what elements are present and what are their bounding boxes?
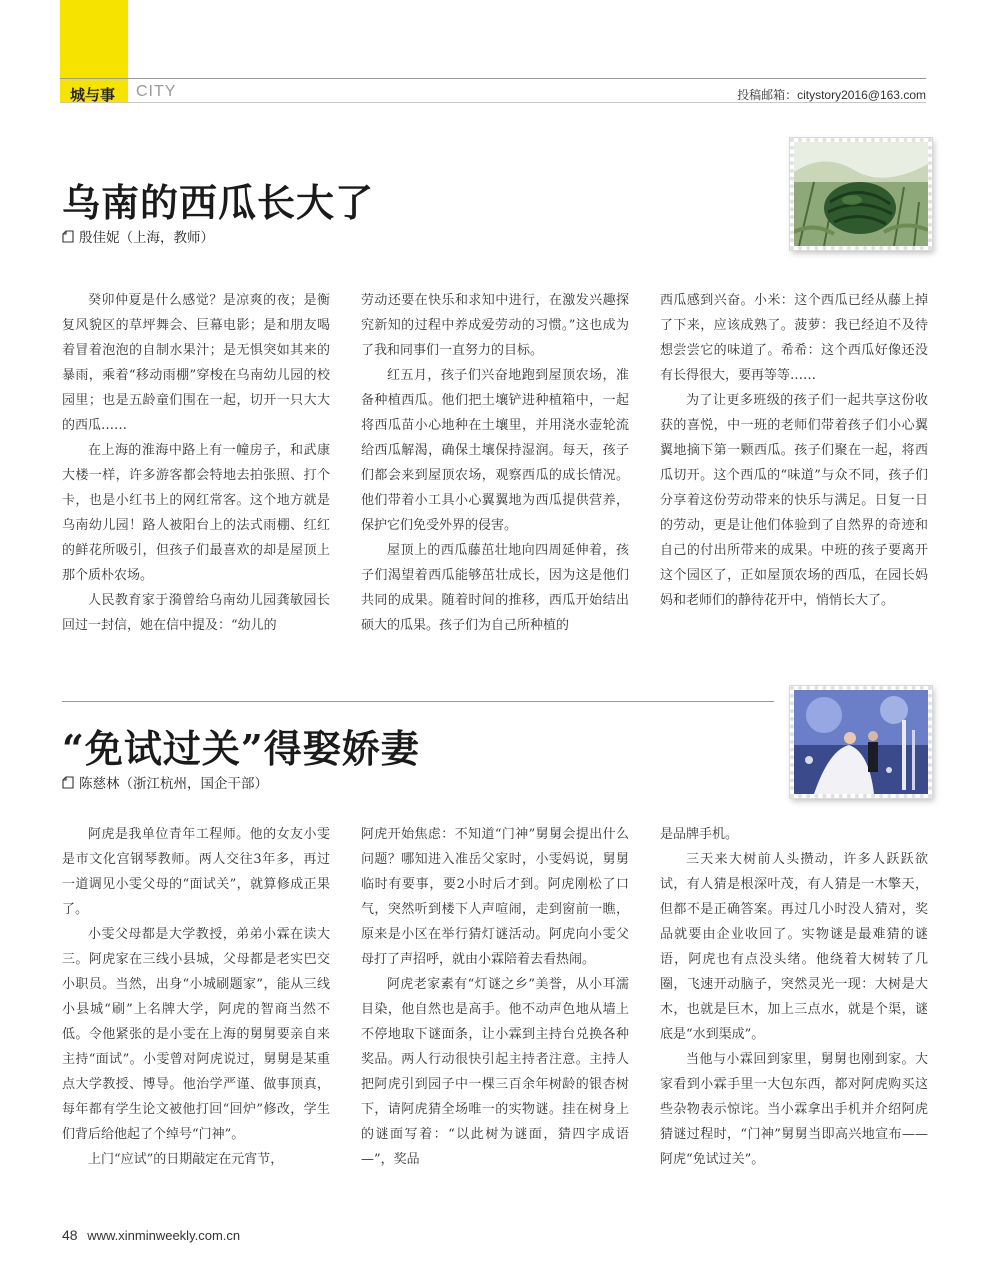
watermelon-photo-icon bbox=[794, 142, 928, 246]
paragraph: 上门“应试”的日期敲定在元宵节， bbox=[88, 1152, 284, 1167]
paragraph: 阿虎开始焦虑：不知道“门神”舅舅会提出什么问题？哪知进入准岳父家时，小雯妈说，舅舅临时有要事，要2小时后才到。阿虎刚松了口气，突然听到楼下人声喧闹，走到窗前一瞧，原来是小区在举行猜灯谜活动。阿虎向小雯父母打了声招呼，就由小霖陪着去看热闹。 bbox=[361, 827, 629, 967]
article-divider bbox=[62, 701, 774, 702]
wedding-photo-stamp bbox=[790, 686, 932, 798]
paragraph: 阿虎是我单位青年工程师。他的女友小雯是市文化宫钢琴教师。两人交往3年多，再过一道调见小雯父母的“面试关”，就算修成正果了。 bbox=[62, 827, 330, 917]
section-label-en: CITY bbox=[136, 83, 177, 100]
article1-column-2 bbox=[361, 288, 629, 638]
author-pen-icon bbox=[62, 230, 74, 243]
header-top-rule bbox=[60, 78, 926, 79]
paragraph: 小雯父母都是大学教授，弟弟小霖在读大三。阿虎家在三线小县城，父母都是老实巴交小职员。当然，出身“小城刷题家”，能从三线小县城“刷”上名牌大学，阿虎的智商当然不低。令他紧张的是小雯在上海的舅舅要亲自来主持“面试”。小雯曾对阿虎说过，舅舅是某重点大学教授、博导。他治学严谨、做事顶真，每年都有学生论文被他打回“回炉”修改，学生们背后给他起了个绰号“门神”。 bbox=[62, 927, 330, 1142]
author-name: 殷佳妮（上海，教师） bbox=[79, 230, 214, 246]
wedding-photo-icon bbox=[794, 690, 928, 794]
article-byline bbox=[62, 226, 214, 246]
paragraph: 癸卯仲夏是什么感觉？是凉爽的夜；是衡复风貌区的草坪舞会、巨幕电影；是和朋友喝着冒着泡泡的自制水果汁；是无惧突如其来的暴雨，乘着“移动雨棚”穿梭在乌南幼儿园的校园里；也是五龄童们围在一起，切开一只大大的西瓜…… bbox=[62, 293, 330, 433]
paragraph: 在上海的淮海中路上有一幢房子，和武康大楼一样，许多游客都会特地去拍张照、打个卡，也是小红书上的网红常客。这个地方就是乌南幼儿园！路人被阳台上的法式雨棚、红红的鲜花所吸引，但孩子们最喜欢的却是屋顶上那个质朴农场。 bbox=[62, 443, 330, 583]
article2-column-3 bbox=[660, 822, 928, 1172]
website-url: www.xinminweekly.com.cn bbox=[87, 1228, 241, 1243]
watermelon-photo-stamp bbox=[790, 138, 932, 250]
paragraph: 为了让更多班级的孩子们一起共享这份收获的喜悦，中一班的老师们带着孩子们小心翼翼地摘下第一颗西瓜。孩子们聚在一起，将西瓜切开。这个西瓜的“味道”与众不同，孩子们分享着这份劳动带来的快乐与满足。日复一日的劳动，更是让他们体验到了自然界的奇迹和自己的付出所带来的成果。中班的孩子要离开这个园区了，正如屋顶农场的西瓜，在园长妈妈和老师们的静待花开中，悄悄长大了。 bbox=[660, 393, 928, 608]
paragraph: 是品牌手机。 bbox=[660, 827, 739, 842]
paragraph: 三天来大树前人头攒动，许多人跃跃欲试，有人猜是根深叶茂，有人猜是一木擎天，但都不是正确答案。再过几小时没人猜对，奖品就要由企业收回了。实物谜是最难猜的谜语，阿虎也有点没头绪。他绕着大树转了几圈，飞速开动脑子，突然灵光一现：大树是大木，也就是巨木，加上三点水，就是个渠，谜底是“水到渠成”。 bbox=[660, 852, 928, 1042]
paragraph: 劳动还要在快乐和求知中进行，在激发兴趣探究新知的过程中养成爱劳动的习惯。”这也成为了我和同事们一直努力的目标。 bbox=[361, 293, 629, 358]
paragraph: 人民教育家于漪曾给乌南幼儿园龚敏园长回过一封信，她在信中提及：“幼儿的 bbox=[62, 593, 330, 633]
article2-body bbox=[62, 822, 928, 1172]
paragraph: 西瓜感到兴奋。小米：这个西瓜已经从藤上掉了下来，应该成熟了。菠萝：我已经迫不及待想尝尝它的味道了。希希：这个西瓜好像还没有长得很大，要再等等…… bbox=[660, 293, 928, 383]
article1-column-1 bbox=[62, 288, 330, 638]
paragraph: 当他与小霖回到家里，舅舅也刚到家。大家看到小霖手里一大包东西，都对阿虎购买这些杂物表示惊诧。当小霖拿出手机并介绍阿虎猜谜过程时，“门神”舅舅当即高兴地宣布——阿虎“免试过关”。 bbox=[660, 1052, 928, 1167]
paragraph: 红五月，孩子们兴奋地跑到屋顶农场，准备种植西瓜。他们把土壤铲进种植箱中，一起将西瓜苗小心地种在土壤里，并用浇水壶轮流给西瓜解渴，确保土壤保持湿润。每天，孩子们都会来到屋顶农场，观察西瓜的成长情况。他们带着小工具小心翼翼地为西瓜提供营养，保护它们免受外界的侵害。 bbox=[361, 368, 629, 533]
article-title: 乌南的西瓜长大了 bbox=[62, 180, 375, 225]
article-byline bbox=[62, 772, 268, 792]
page-footer bbox=[62, 1227, 240, 1243]
author-pen-icon bbox=[62, 776, 74, 789]
paragraph: 阿虎老家素有“灯谜之乡”美誉，从小耳濡目染，他自然也是高手。他不动声色地从墙上不停地取下谜面条，让小霖到主持台兑换各种奖品。两人行动很快引起主持者注意。主持人把阿虎引到园子中一棵三百余年树龄的银杏树下，请阿虎猜全场唯一的实物谜。挂在树身上的谜面写着：“以此树为谜面，猜四字成语—”，奖品 bbox=[361, 977, 629, 1167]
article2-column-2 bbox=[361, 822, 629, 1172]
paragraph: 屋顶上的西瓜藤茁壮地向四周延伸着，孩子们渴望着西瓜能够茁壮成长，因为这是他们共同的成果。随着时间的推移，西瓜开始结出硕大的瓜果。孩子们为自己所种植的 bbox=[361, 543, 629, 633]
article1-column-3 bbox=[660, 288, 928, 638]
article-title: “免试过关”得娶娇妻 bbox=[62, 726, 420, 771]
contact-email: 投稿邮箱：citystory2016@163.com bbox=[737, 88, 926, 102]
article1-body bbox=[62, 288, 928, 638]
page-number: 48 bbox=[62, 1227, 78, 1243]
article2-column-1 bbox=[62, 822, 330, 1172]
author-name: 陈慈林（浙江杭州，国企干部） bbox=[79, 776, 268, 792]
section-label: 城与事 bbox=[70, 86, 116, 104]
